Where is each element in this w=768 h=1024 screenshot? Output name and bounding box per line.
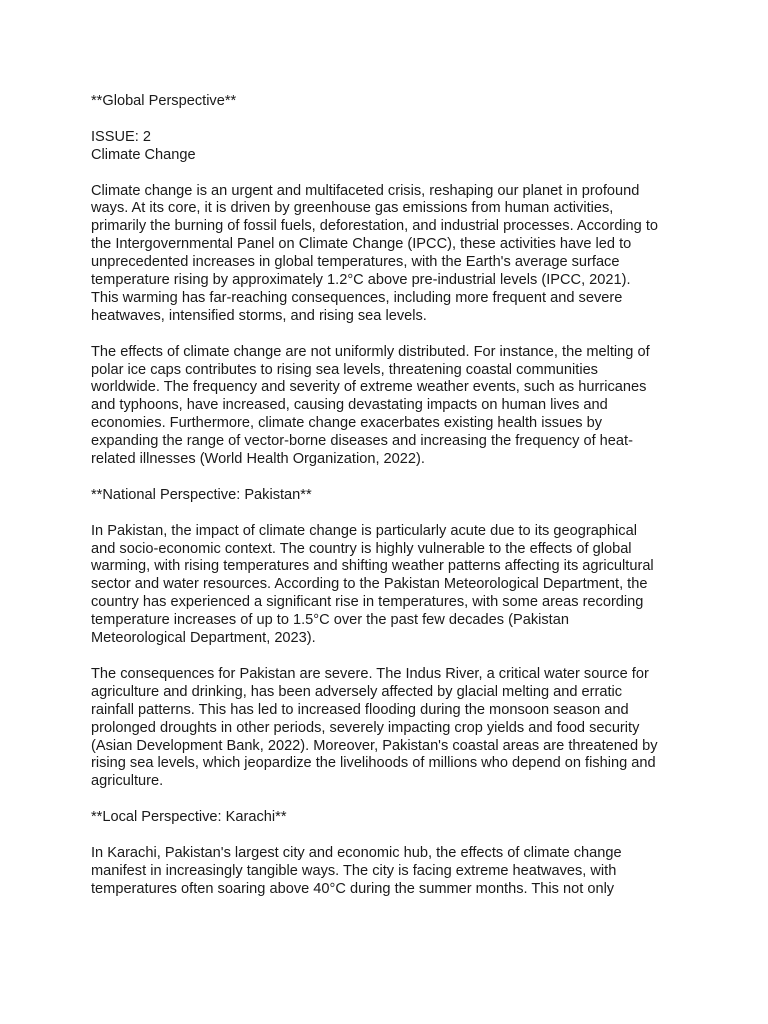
text-line: polar ice caps contributes to rising sea levels, threatening coastal communities	[91, 361, 598, 378]
text-line: ways. At its core, it is driven by greenhouse gas emissions from human activities,	[91, 200, 614, 217]
paragraph-national-2	[91, 666, 691, 791]
text-line: unprecedented increases in global temperatures, with the Earth's average surface	[91, 254, 620, 271]
text-line: Climate change is an urgent and multifaceted crisis, reshaping our planet in profound	[91, 182, 640, 199]
paragraph-global-1	[91, 183, 691, 326]
text-line: sector and water resources. According to the Pakistan Meteorological Department, the	[91, 576, 648, 593]
text-line: and typhoons, have increased, causing devastating impacts on human lives and	[91, 397, 608, 414]
text-line: In Pakistan, the impact of climate change is particularly acute due to its geographical	[91, 522, 637, 539]
issue-label: ISSUE: 2	[91, 128, 152, 145]
text-line: The effects of climate change are not uniformly distributed. For instance, the melting of	[91, 343, 650, 360]
heading-national-perspective: **National Perspective: Pakistan**	[91, 486, 312, 503]
text-line: The consequences for Pakistan are severe. The Indus River, a critical water source for	[91, 665, 649, 682]
text-line: economies. Furthermore, climate change exacerbates existing health issues by	[91, 415, 603, 432]
text-line: heatwaves, intensified storms, and rising sea levels.	[91, 307, 427, 324]
text-line: rainfall patterns. This has led to increased flooding during the monsoon season and	[91, 701, 629, 718]
text-line: temperature increases of up to 1.5°C over the past few decades (Pakistan	[91, 612, 569, 629]
text-line: worldwide. The frequency and severity of extreme weather events, such as hurricanes	[91, 379, 647, 396]
heading-local-perspective: **Local Perspective: Karachi**	[91, 809, 287, 826]
paragraph-local-1	[91, 845, 691, 899]
paragraph-global-2	[91, 344, 691, 469]
text-line: warming, with rising temperatures and shifting weather patterns affecting its agricultural	[91, 558, 654, 575]
text-line: expanding the range of vector-borne diseases and increasing the frequency of heat-	[91, 433, 633, 450]
issue-title: Climate Change	[91, 146, 196, 163]
text-line: agriculture.	[91, 773, 164, 790]
text-line: agriculture and drinking, has been adversely affected by glacial melting and erratic	[91, 683, 623, 700]
text-line: the Intergovernmental Panel on Climate Change (IPCC), these activities have led to	[91, 236, 632, 253]
text-line: related illnesses (World Health Organization, 2022).	[91, 451, 425, 468]
text-line: temperature rising by approximately 1.2°C above pre-industrial levels (IPCC, 2021).	[91, 272, 631, 289]
text-line: Meteorological Department, 2023).	[91, 630, 316, 647]
document-page	[91, 93, 691, 917]
text-line: primarily the burning of fossil fuels, deforestation, and industrial processes. According to	[91, 218, 659, 235]
heading-global-perspective: **Global Perspective**	[91, 93, 237, 109]
text-line: manifest in increasingly tangible ways. The city is facing extreme heatwaves, with	[91, 862, 617, 879]
text-line: (Asian Development Bank, 2022). Moreover, Pakistan's coastal areas are threatened by	[91, 737, 658, 754]
text-line: rising sea levels, which jeopardize the livelihoods of millions who depend on fishing and	[91, 755, 656, 772]
text-line: This warming has far-reaching consequences, including more frequent and severe	[91, 289, 623, 306]
paragraph-national-1	[91, 523, 691, 648]
text-line: and socio-economic context. The country is highly vulnerable to the effects of global	[91, 540, 632, 557]
text-line: prolonged droughts in other periods, severely impacting crop yields and food security	[91, 719, 640, 736]
text-line: temperatures often soaring above 40°C during the summer months. This not only	[91, 880, 615, 897]
text-line: In Karachi, Pakistan's largest city and economic hub, the effects of climate change	[91, 844, 622, 861]
text-line: country has experienced a significant rise in temperatures, with some areas recording	[91, 594, 644, 611]
